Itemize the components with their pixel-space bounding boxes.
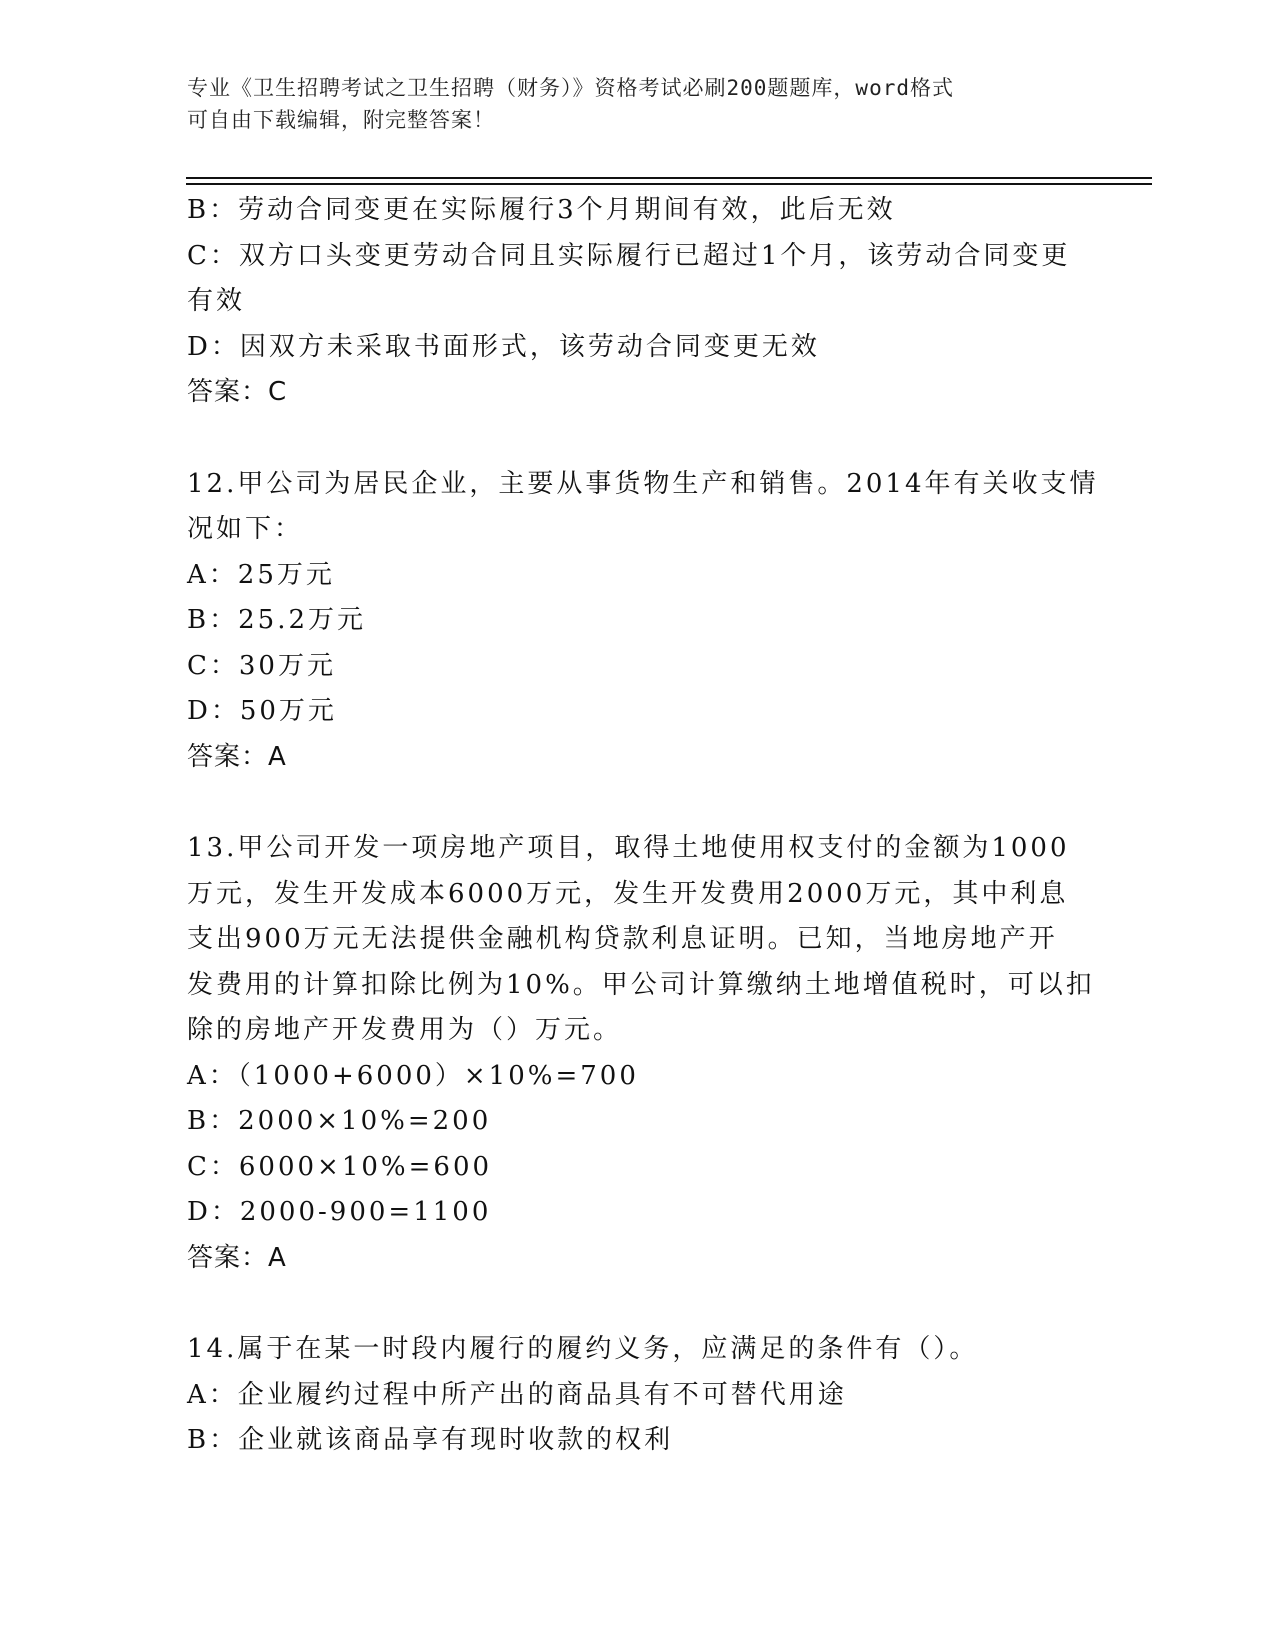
header-divider-top (186, 177, 1152, 179)
spacer (187, 1281, 1087, 1327)
q11-option-b: B：劳动合同变更在实际履行3个月期间有效，此后无效 (187, 195, 896, 225)
header-title-line-2: 可自由下载编辑，附完整答案！ (187, 108, 495, 132)
q12-question-line-1: 12.甲公司为居民企业，主要从事货物生产和销售。2014年有关收支情 (187, 468, 1099, 499)
q13-question-line-5: 除的房地产开发费用为（）万元。 (187, 1015, 623, 1045)
q13-option-a: A：（1000+6000）×10%=700 (187, 1060, 639, 1091)
q12-answer: 答案：A (187, 741, 287, 772)
q12-option-d: D：50万元 (187, 696, 337, 726)
q13-question-line-4: 发费用的计算扣除比例为10%。甲公司计算缴纳土地增值税时，可以扣 (187, 969, 1095, 1000)
q12-question-line-2: 况如下： (187, 514, 304, 544)
q13-answer: 答案：A (187, 1242, 287, 1273)
q14-option-b: B：企业就该商品享有现时收款的权利 (187, 1425, 674, 1455)
q13-question-line-3: 支出900万元无法提供金融机构贷款利息证明。已知，当地房地产开 (187, 924, 1058, 954)
q11-answer: 答案：C (187, 377, 288, 407)
question-content (187, 188, 1099, 1464)
spacer (187, 416, 1087, 462)
q11-option-d: D：因双方未采取书面形式，该劳动合同变更无效 (187, 331, 820, 362)
q13-option-b: B：2000×10%=200 (187, 1106, 492, 1136)
header-title-line-1: 专业《卫生招聘考试之卫生招聘（财务）》资格考试必刷200题题库，word格式 (187, 76, 954, 100)
q14-question-line-1: 14.属于在某一时段内履行的履约义务，应满足的条件有（）。 (187, 1334, 979, 1364)
q12-option-a: A：25万元 (187, 559, 335, 590)
q12-option-c: C：30万元 (187, 650, 336, 681)
q11-option-c-line-2: 有效 (187, 286, 246, 316)
document-header (187, 72, 1067, 136)
spacer (187, 780, 1087, 826)
q11-option-c-line-1: C：双方口头变更劳动合同且实际履行已超过1个月，该劳动合同变更 (187, 240, 1071, 271)
header-divider-bottom (186, 183, 1152, 185)
q14-option-a: A：企业履约过程中所产出的商品具有不可替代用途 (187, 1379, 847, 1410)
q13-option-c: C：6000×10%=600 (187, 1151, 493, 1182)
q13-question-line-1: 13.甲公司开发一项房地产项目，取得土地使用权支付的金额为1000 (187, 833, 1070, 863)
q12-option-b: B：25.2万元 (187, 605, 366, 635)
q13-question-line-2: 万元，发生开发成本6000万元，发生开发费用2000万元，其中利息 (187, 878, 1069, 909)
q13-option-d: D：2000-900=1100 (187, 1197, 492, 1227)
